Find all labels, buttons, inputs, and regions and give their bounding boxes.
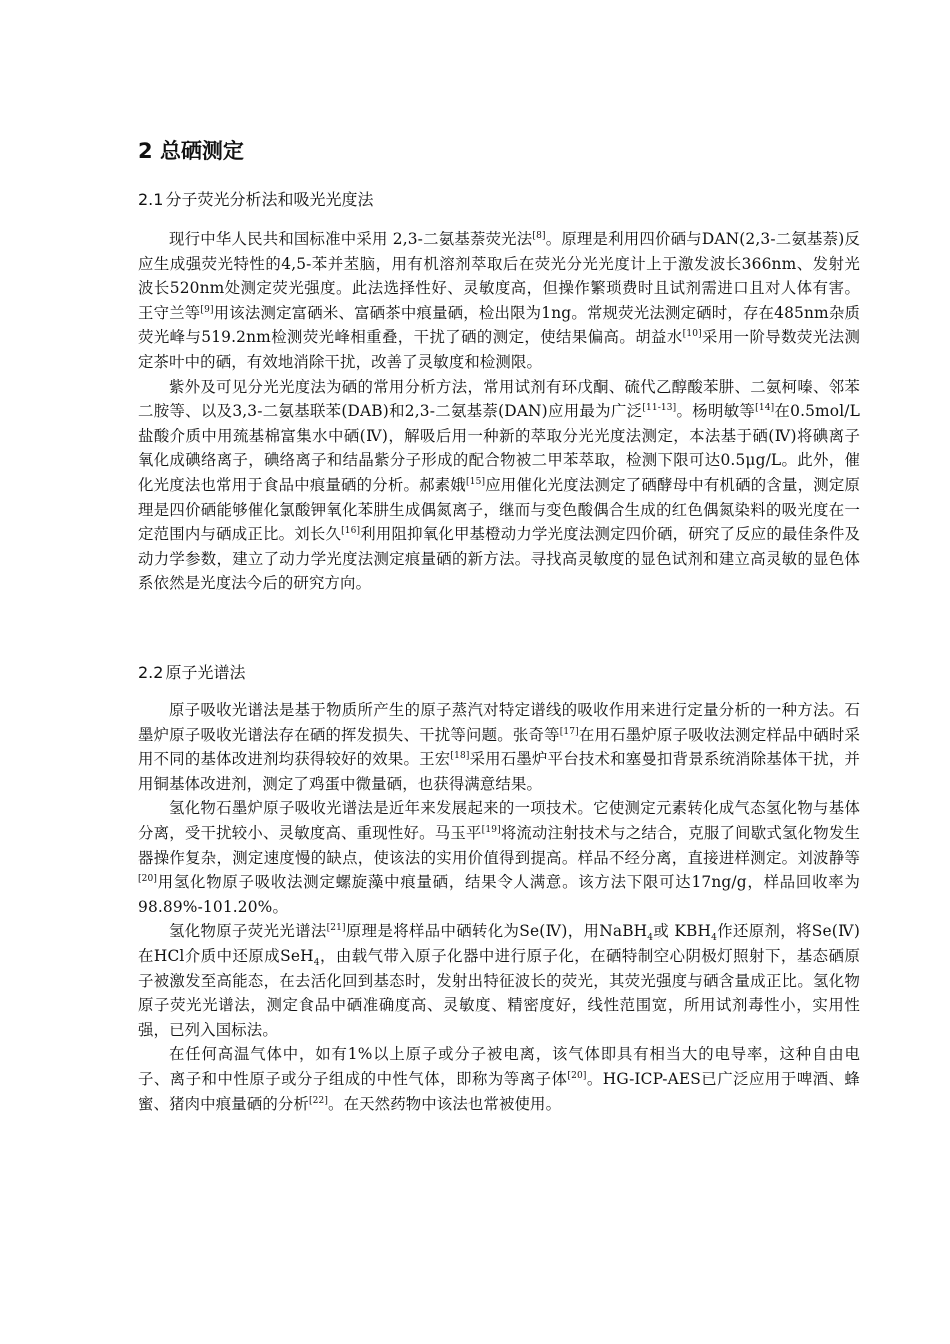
subscript: 4 <box>647 933 654 944</box>
section-number: 2 <box>138 139 153 163</box>
paragraph-text: 将流动注射技术与之结合，克服了间歇式氢化物发生器操作复杂，测定速度慢的缺点，使该法的实用价值得到提高。样品不经分离，直接进样测定。刘波静等 <box>138 823 860 867</box>
paragraph-text: 利用阻抑氧化甲基橙动力学光度法测定四价硒，研究了反应的最佳条件及动力学参数，建立了动力学光度法测定痕量硒的新方法。寻找高灵敏度的显色试剂和建立高灵敏的显色体系依然是光度法今后的研究方向。 <box>138 525 860 593</box>
paragraph-text: 。杨明敏等 <box>676 402 756 421</box>
paragraph-text: 原理是将样品中硒转化为Se(Ⅳ)，用NaBH <box>345 922 648 941</box>
paragraph-text: 紫外及可见分光光度法为硒的常用分析方法，常用试剂有环戊酮、硫代乙醇酸苯肼、二氨柯嗪、邻苯二胺等、以及3,3-二氨基联苯(DAB)和2,3-二氨基萘(DAN)应用最为广泛 <box>138 377 860 421</box>
paragraph-text: 在用石墨炉原子吸收法测定样品中硒时采用不同的基体改进剂均获得较好的效果。王宏 <box>138 725 860 769</box>
citation-ref: [19] <box>481 824 501 835</box>
subscript: 4 <box>711 933 717 944</box>
subsection-body-2-1 <box>138 227 860 596</box>
citation-ref: [11-13] <box>642 403 677 414</box>
paragraph-text: 。在天然药物中该法也常被使用。 <box>328 1094 562 1113</box>
paragraph-text: 或 KBH <box>653 922 712 941</box>
paragraph-text: 采用石墨炉平台技术和塞曼扣背景系统消除基体干扰，并用铜基体改进剂，测定了鸡蛋中微量硒，也获得满意结果。 <box>138 750 860 793</box>
subsection-body-2-2 <box>138 698 860 1116</box>
citation-ref: [14] <box>755 403 775 414</box>
paragraph-text: 氢化物石墨炉原子吸收光谱法是近年来发展起来的一项技术。它使测定元素转化成气态氢化物与基体分离，受干扰较小、灵敏度高、重现性好。马玉平 <box>138 799 860 842</box>
citation-ref: [10] <box>682 329 702 340</box>
paragraph <box>138 796 860 919</box>
paragraph <box>138 375 860 596</box>
citation-ref: [9] <box>200 304 214 315</box>
paragraph-text: 作还原剂，将Se(Ⅳ)在HCl介质中还原成SeH <box>138 922 861 965</box>
subsection-heading-2-1 <box>138 188 373 212</box>
paragraph-text: 用氢化物原子吸收法测定螺旋藻中痕量硒，结果令人满意。该方法下限可达17ng/g，样品回收率为98.89%-101.20%。 <box>138 873 860 916</box>
citation-ref: [21] <box>326 923 346 934</box>
paragraph <box>138 227 860 375</box>
paragraph-text: 氢化物原子荧光光谱法 <box>169 922 327 941</box>
paragraph-text: 在任何高温气体中，如有1%以上原子或分子被电离，该气体即具有相当大的电导率，这种自由电子、离子和中性原子或分子组成的中性气体，即称为等离子体 <box>138 1045 860 1088</box>
citation-ref: [16] <box>341 526 361 536</box>
subsection-title: 原子光谱法 <box>165 663 246 682</box>
paragraph <box>138 1042 860 1116</box>
paragraph <box>138 698 860 796</box>
paragraph-text: 在0.5mol/L盐酸介质中用巯基棉富集水中硒(Ⅳ)，解吸后用一种新的萃取分光光度法测定，本法基于硒(Ⅳ)将碘离子氧化成碘络离子，碘络离子和结晶紫分子形成的配合物被二甲苯萃取，检测下限可达0.5μg/L。此外，催化光度法也常用于食品中痕量硒的分析。郝素娥 <box>138 402 860 494</box>
paragraph-text: ，由载气带入原子化器中进行原子化，在硒特制空心阴极灯照射下，基态硒原子被激发至高能态，在去活化回到基态时，发射出特征波长的荧光，其荧光强度与硒含量成正比。氢化物原子荧光光谱法，测定食品中硒准确度高、灵敏度、精密度好，线性范围宽，所用试剂毒性小，实用性强，已列入国标法。 <box>138 946 860 1039</box>
section-heading <box>138 136 244 166</box>
section-title: 总硒测定 <box>159 139 244 163</box>
paragraph-text: 原子吸收光谱法是基于物质所产生的原子蒸汽对特定谱线的吸收作用来进行定量分析的一种方法。石墨炉原子吸收光谱法存在硒的挥发损失、干扰等问题。张奇等 <box>138 701 860 744</box>
paragraph-text: 应用催化光度法测定了硒酵母中有机硒的含量，测定原理是四价硒能够催化氯酸钾氧化苯肼生成偶氮离子，继而与变色酸偶合生成的红色偶氮染料的吸光度在一定范围内与硒成正比。刘长久 <box>138 475 860 544</box>
paragraph-text: 。HG-ICP-AES已广泛应用于啤酒、蜂蜜、猪肉中痕量硒的分析 <box>138 1069 860 1113</box>
subsection-number: 2.2 <box>138 663 164 682</box>
citation-ref: [22] <box>308 1095 329 1106</box>
citation-ref: [18] <box>450 751 470 762</box>
citation-ref: [15] <box>466 476 486 487</box>
subsection-number: 2.1 <box>138 190 164 209</box>
citation-ref: [8] <box>532 230 546 241</box>
paragraph-text: 。原理是利用四价硒与DAN(2,3-二氨基萘)反应生成强荧光特性的4,5-苯并苤脑，用有机溶剂萃取后在荧光分光光度计上于激发波长366nm、发射光波长520nm处测定荧光强度。此法选择性好、灵敏度高，但操作繁琐费时且试剂需进口且对人体有害。王守兰等 <box>138 230 860 322</box>
subsection-title: 分子荧光分析法和吸光光度法 <box>165 190 374 209</box>
paragraph <box>138 919 860 1042</box>
paragraph-text: 用该法测定富硒米、富硒茶中痕量硒，检出限为1ng。常规荧光法测定硒时，存在485nm杂质荧光峰与519.2nm检测荧光峰相重叠，干扰了硒的测定，使结果偏高。胡益水 <box>138 303 860 347</box>
subsection-heading-2-2 <box>138 661 245 685</box>
citation-ref: [20] <box>138 874 158 885</box>
subscript: 4 <box>313 958 320 969</box>
citation-ref: [20] <box>567 1070 587 1081</box>
paragraph-text: 现行中华人民共和国标准中采用 2,3-二氨基萘荧光法 <box>169 230 533 248</box>
paragraph-text: 采用一阶导数荧光法测定茶叶中的硒，有效地消除干扰，改善了灵敏度和检测限。 <box>138 328 860 371</box>
citation-ref: [17] <box>559 726 579 737</box>
